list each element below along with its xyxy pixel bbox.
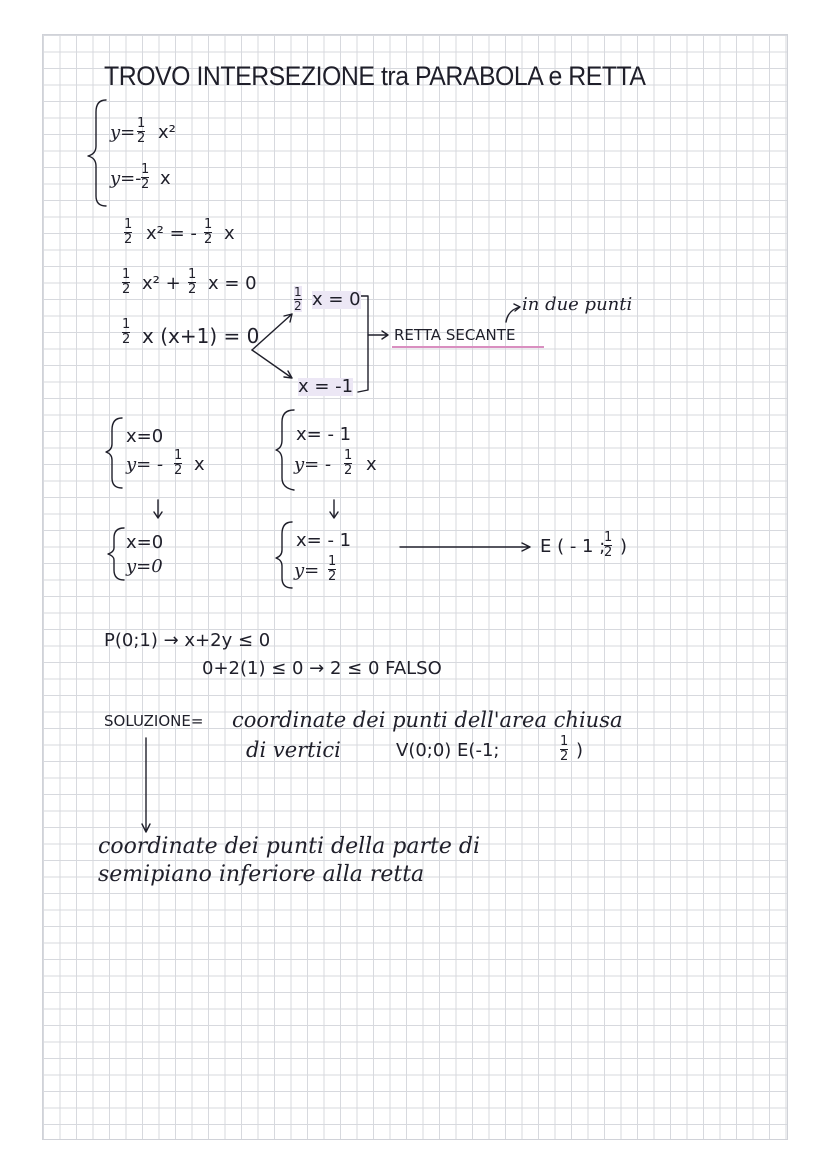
frac-den: 2 [124, 231, 133, 247]
left-sys-b1: x=0 [126, 532, 164, 553]
frac-den: 2 [328, 568, 337, 584]
frac-num: 1 [122, 267, 131, 282]
frac-num: 1 [141, 162, 150, 177]
step2-text-a: x² + [142, 273, 181, 294]
frac-den: 2 [141, 176, 150, 192]
right-sys-a2: y= - [294, 454, 332, 475]
brace-right-a [276, 410, 294, 490]
roots-bracket [352, 296, 368, 392]
frac-num: 1 [188, 267, 197, 282]
step2-text-b: x = 0 [208, 273, 257, 294]
frac-den: 2 [122, 331, 131, 347]
frac-den: 2 [294, 298, 302, 313]
solution-line1: coordinate dei punti dell'area chiusa [232, 708, 623, 732]
frac-num: 1 [174, 448, 183, 463]
right-sys-b2-frac [328, 555, 336, 583]
solution-label: SOLUZIONE= [104, 712, 204, 730]
down-arrow-left [154, 500, 162, 518]
right-sys-b1: x= - 1 [296, 530, 352, 551]
frac-num: 1 [328, 554, 337, 569]
step3-text: x (x+1) = 0 [142, 324, 260, 348]
solution-down-arrow [142, 738, 150, 832]
point-e-post: ) [620, 536, 628, 557]
frac-num: 1 [294, 285, 302, 299]
left-sys-b2: y=0 [126, 556, 163, 577]
right-sys-a2-frac [344, 449, 352, 477]
system-eq1-frac [137, 117, 145, 145]
brace-system-1 [88, 100, 106, 206]
brace-left-b [108, 528, 124, 580]
step3-frac [122, 318, 130, 346]
frac-num: 1 [124, 217, 133, 232]
long-arrow-e [400, 543, 530, 551]
system-eq2-lhs: y=- [110, 168, 142, 189]
step1-text-a: x² = - [146, 223, 197, 244]
frac-num: 1 [344, 448, 353, 463]
system-eq2-frac [141, 163, 149, 191]
frac-num: 1 [204, 217, 213, 232]
conclusion-line1: coordinate dei punti della parte di [98, 834, 480, 859]
left-sys-a1: x=0 [126, 426, 164, 447]
secante-label: RETTA SECANTE [394, 326, 516, 344]
down-arrow-right [330, 500, 338, 518]
frac-den: 2 [344, 462, 353, 478]
step2-frac-b [188, 268, 196, 296]
secante-underline [392, 346, 544, 348]
page-title: TROVO INTERSEZIONE tra PARABOLA e RETTA [104, 61, 646, 91]
left-sys-a2-frac [174, 449, 182, 477]
root1-cancel-frac [294, 286, 302, 312]
frac-den: 2 [137, 130, 146, 146]
note-arrow [506, 304, 520, 322]
frac-den: 2 [204, 231, 213, 247]
point-e-pre: E ( - 1 ; [540, 536, 606, 557]
secante-note: in due punti [522, 294, 633, 315]
step1-frac-a [124, 218, 132, 246]
system-eq2-rhs: x [160, 168, 171, 189]
split-arrow-down [252, 350, 292, 378]
step2-frac-a [122, 268, 130, 296]
step1-frac-b [204, 218, 212, 246]
solution-line2a: di vertici [246, 738, 341, 762]
right-sys-a2-tail: x [366, 454, 377, 475]
conclusion-line2: semipiano inferiore alla retta [98, 862, 425, 887]
frac-num: 1 [560, 734, 569, 749]
solution-line2b: V(0;0) E(-1; [396, 740, 500, 761]
root1-text: x = 0 [312, 289, 361, 310]
solution-frac [560, 735, 568, 763]
test-line2: 0+2(1) ≤ 0 → 2 ≤ 0 FALSO [202, 658, 442, 679]
frac-num: 1 [137, 116, 146, 131]
frac-den: 2 [188, 281, 197, 297]
left-sys-a2-tail: x [194, 454, 205, 475]
frac-num: 1 [122, 317, 131, 332]
step1-text-b: x [224, 223, 235, 244]
right-sys-b2: y= [294, 560, 320, 581]
system-eq1-lhs: y= [110, 122, 136, 143]
system-eq1-rhs: x² [158, 122, 176, 143]
frac-den: 2 [604, 544, 613, 560]
brace-right-b [276, 522, 292, 588]
left-sys-a2: y= - [126, 454, 164, 475]
frac-num: 1 [604, 530, 613, 545]
frac-den: 2 [122, 281, 131, 297]
solution-line2c: ) [576, 740, 584, 761]
secante-arrow [368, 331, 388, 339]
test-line1: P(0;1) → x+2y ≤ 0 [104, 630, 271, 651]
right-sys-a1: x= - 1 [296, 424, 352, 445]
frac-den: 2 [560, 748, 569, 764]
root2-text: x = -1 [298, 376, 354, 397]
point-e-frac [604, 531, 612, 559]
brace-left-a [106, 418, 122, 488]
frac-den: 2 [174, 462, 183, 478]
